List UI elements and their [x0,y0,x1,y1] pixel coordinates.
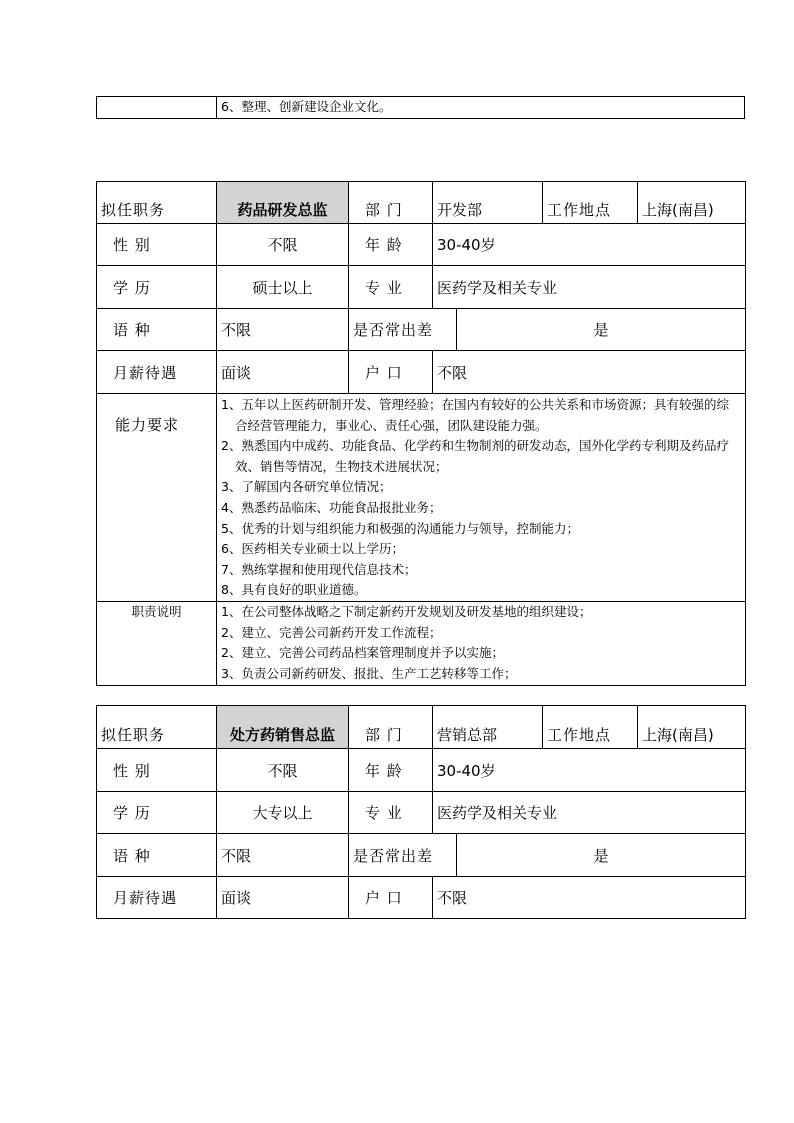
age-value: 30-40岁 [433,224,746,266]
gender-value: 不限 [217,224,349,266]
list-item: 6、医药相关专业硕士以上学历； [221,541,404,557]
salary-value: 面谈 [217,351,349,394]
duty-list-cell [217,602,746,686]
position-table-1 [96,181,746,686]
position-title: 药品研发总监 [217,182,349,224]
label-ability: 能力要求 [97,394,217,602]
list-item: 3、负责公司新药研发、报批、生产工艺转移等工作； [221,665,517,681]
label-location: 工作地点 [543,182,638,224]
label-education: 学 历 [97,266,217,309]
list-item: 8、具有良好的职业道德。 [221,582,367,598]
language-value: 不限 [217,834,349,877]
major-value: 医药学及相关专业 [433,792,746,834]
list-item: 4、熟悉药品临床、功能食品报批业务； [221,499,442,515]
list-item: 2、建立、完善公司药品档案管理制度并予以实施； [221,645,504,661]
label-department: 部 门 [349,706,433,749]
hukou-value: 不限 [433,877,746,919]
label-education: 学 历 [97,792,217,834]
hukou-value: 不限 [433,351,746,394]
position-table-2 [96,705,746,919]
label-salary: 月薪待遇 [97,877,217,919]
list-item: 7、熟练掌握和使用现代信息技术； [221,561,417,577]
label-language: 语 种 [97,309,217,351]
label-hukou: 户 口 [349,877,433,919]
label-travel: 是否常出差 [349,309,457,351]
list-item: 2、建立、完善公司新药开发工作流程； [221,624,442,640]
duty-list [221,602,741,684]
label-age: 年 龄 [349,224,433,266]
label-duty: 职责说明 [97,602,217,686]
label-age: 年 龄 [349,749,433,792]
label-gender: 性 别 [97,224,217,266]
location-value: 上海(南昌) [638,706,746,749]
label-salary: 月薪待遇 [97,351,217,394]
label-travel: 是否常出差 [349,834,457,877]
ability-list [221,395,741,601]
education-value: 大专以上 [217,792,349,834]
empty-cell [97,97,217,119]
gender-value: 不限 [217,749,349,792]
position-title: 处方药销售总监 [217,706,349,749]
language-value: 不限 [217,309,349,351]
age-value: 30-40岁 [433,749,746,792]
label-hukou: 户 口 [349,351,433,394]
travel-value: 是 [457,834,746,877]
department-value: 开发部 [433,182,543,224]
label-language: 语 种 [97,834,217,877]
ability-list-cell [217,394,746,602]
top-fragment-table [96,96,745,119]
label-location: 工作地点 [543,706,638,749]
travel-value: 是 [457,309,746,351]
label-department: 部 门 [349,182,433,224]
fragment-item: 6、整理、创新建设企业文化。 [217,97,745,119]
label-major: 专 业 [349,792,433,834]
label-gender: 性 别 [97,749,217,792]
label-position: 拟任职务 [97,182,217,224]
department-value: 营销总部 [433,706,543,749]
location-value: 上海(南昌) [638,182,746,224]
list-item: 1、在公司整体战略之下制定新药开发规划及研发基地的组织建设； [221,604,592,619]
label-major: 专 业 [349,266,433,309]
salary-value: 面谈 [217,877,349,919]
list-item: 3、了解国内各研究单位情况； [221,479,392,495]
label-position: 拟任职务 [97,706,217,749]
list-item: 5、优秀的计划与组织能力和极强的沟通能力与领导，控制能力； [221,520,579,536]
list-item: 1、五年以上医药研制开发、管理经验；在国内有较好的公共关系和市场资源；具有较强的综合经营管理能力，事业心、责任心强，团队建设能力强。 [221,397,729,433]
list-item: 2、熟悉国内中成药、功能食品、化学药和生物制剂的研发动态，国外化学药专利期及药品疗效、销售等情况，生物技术进展状况； [221,438,729,474]
education-value: 硕士以上 [217,266,349,309]
major-value: 医药学及相关专业 [433,266,746,309]
